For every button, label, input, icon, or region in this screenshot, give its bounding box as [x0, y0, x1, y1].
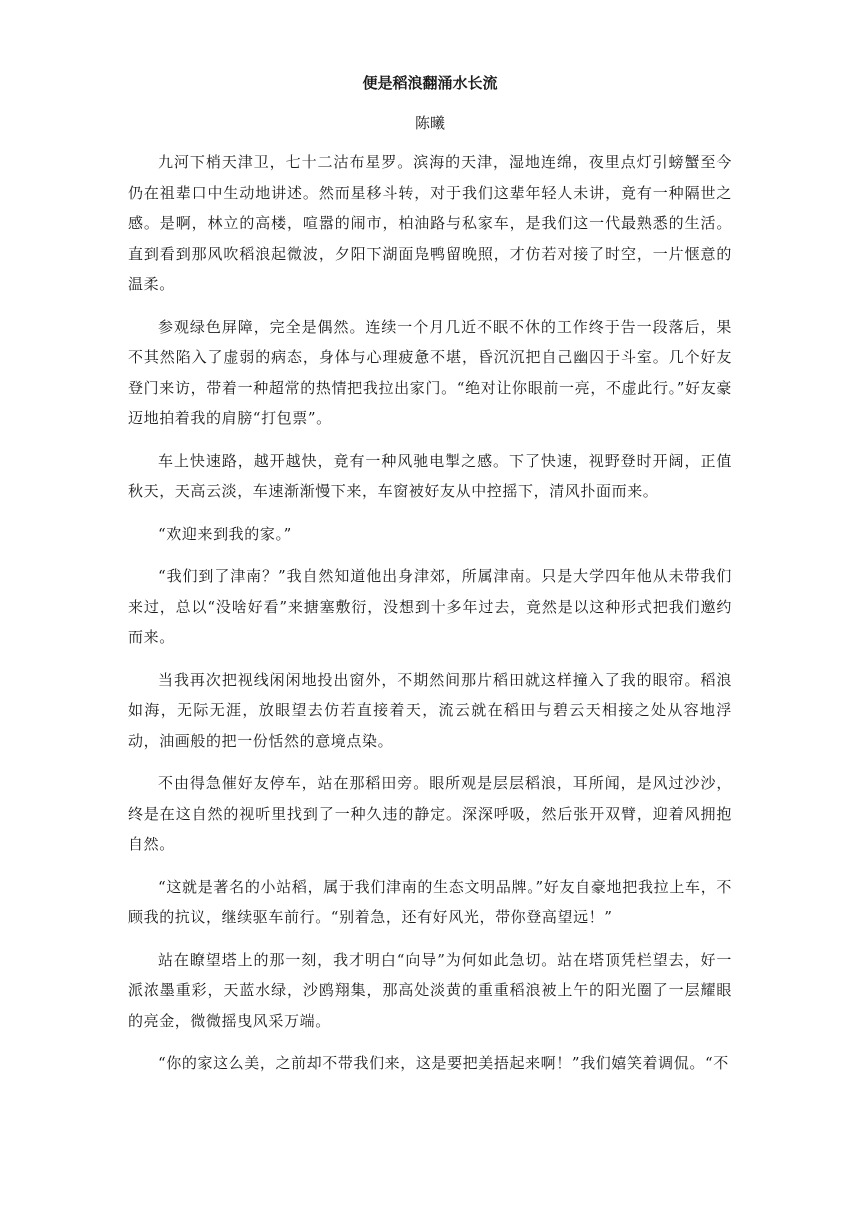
paragraph-8: “这就是著名的小站稻，属于我们津南的生态文明品牌。”好友自豪地把我拉上车，不顾我的抗议，继续驱车前行。“别着急，还有好风光，带你登高望远！”: [128, 877, 732, 926]
paragraph-9: 站在瞭望塔上的那一刻，我才明白“向导”为何如此急切。站在塔顶凭栏望去，好一派浓墨重彩，天蓝水绿，沙鸥翔集，那高处淡黄的重重稻浪被上午的阳光圈了一层耀眼的亮金，微微摇曳风采万端。: [128, 950, 732, 1030]
paragraph-4: “欢迎来到我的家。”: [158, 524, 292, 543]
paragraph-3: 车上快速路，越开越快，竟有一种风驰电掣之感。下了快速，视野登时开阔，正值秋天，天高云淡，车速渐渐慢下来，车窗被好友从中控摇下，清风扑面而来。: [128, 451, 732, 500]
article-title: 便是稻浪翻涌水长流: [362, 74, 498, 92]
paragraph-2: 参观绿色屏障，完全是偶然。连续一个月几近不眠不休的工作终于告一段落后，果不其然陷入了虚弱的病态，身体与心理疲惫不堪，昏沉沉把自己幽囚于斗室。几个好友登门来访，带着一种超常的热情把我拉出家门。“绝对让你眼前一亮，不虚此行。”好友豪迈地拍着我的肩膀“打包票”。: [128, 317, 732, 427]
paragraph-7: 不由得急催好友停车，站在那稻田旁。眼所观是层层稻浪，耳所闻，是风过沙沙，终是在这自然的视听里找到了一种久违的静定。深深呼吸，然后张开双臂，迎着风拥抱自然。: [128, 774, 732, 853]
article-body: [128, 147, 732, 1091]
paragraph-10: “你的家这么美，之前却不带我们来，这是要把美捂起来啊！”我们嬉笑着调侃。“不: [158, 1054, 729, 1072]
paragraph-6: 当我再次把视线闲闲地投出窗外，不期然间那片稻田就这样撞入了我的眼帘。稻浪如海，无际无涯，放眼望去仿若直接着天，流云就在稻田与碧云天相接之处从容地浮动，油画般的把一份恬然的意境点染。: [128, 670, 732, 750]
article-author: 陈曦: [414, 114, 445, 132]
paragraph-1: 九河下梢天津卫，七十二沽布星罗。滨海的天津，湿地连绵，夜里点灯引螃蟹至今仍在祖辈口中生动地讲述。然而星移斗转，对于我们这辈年轻人未讲，竟有一种隔世之感。是啊，林立的高楼，喧嚣的闹市，柏油路与私家车，是我们这一代最熟悉的生活。直到看到那风吹稻浪起微波，夕阳下湖面凫鸭留晚照，才仿若对接了时空，一片惬意的温柔。: [128, 153, 732, 293]
paragraph-5: “我们到了津南？”我自然知道他出身津郊，所属津南。只是大学四年他从未带我们来过，总以“没啥好看”来搪塞敷衍，没想到十多年过去，竟然是以这种形式把我们邀约而来。: [128, 567, 732, 646]
